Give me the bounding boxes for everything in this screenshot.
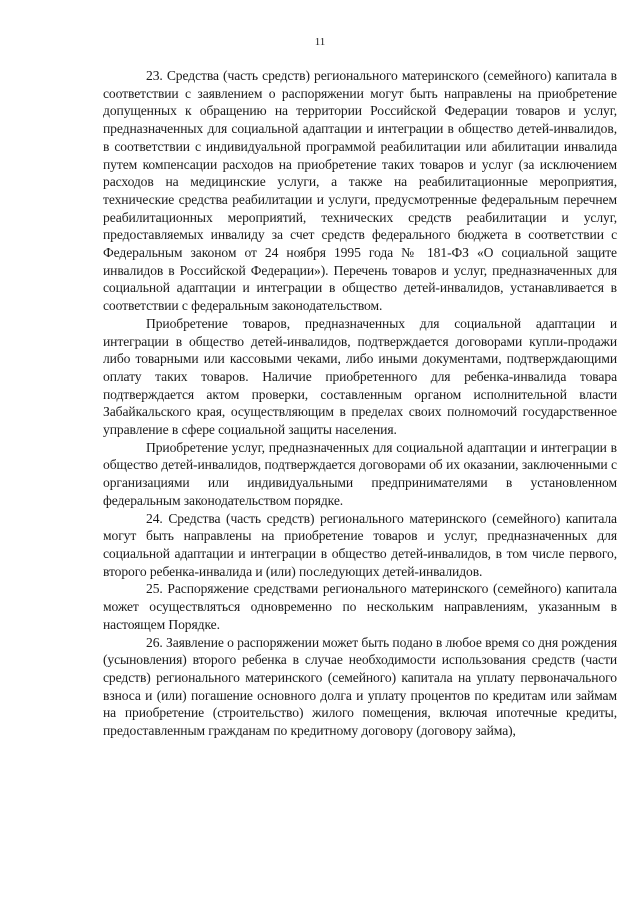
paragraph-24: 24. Средства (часть средств) регионального материнского (семейного) капитала могут быть направлены на приобретение товаров и услуг, предназначенных для социальной адаптации и интеграции в общество детей-инвалидов, в том числе первого, второго ребенка-инвалида и (или) последующих детей-инвалидов. bbox=[103, 510, 617, 579]
paragraph-25: 25. Распоряжение средствами регионального материнского (семейного) капитала может осуществляться одновременно по нескольким направлениям, указанным в настоящем Порядке. bbox=[103, 581, 617, 632]
page-number: 11 bbox=[314, 36, 326, 48]
paragraph-services-confirmation: Приобретение услуг, предназначенных для социальной адаптации и интеграции в общество детей-инвалидов, подтверждается договорами об их оказании, заключенными с организациями или индивидуальными предпринимателями в установленном федеральным законодательством порядке. bbox=[103, 439, 617, 508]
body-text bbox=[103, 67, 617, 740]
paragraph-23: 23. Средства (часть средств) регионального материнского (семейного) капитала в соответствии с заявлением о распоряжении могут быть направлены на приобретение допущенных к обращению на территории Российской Федерации товаров и услуг, предназначенных для социальной адаптации и интеграции в общество детей-инвалидов, в соответствии с индивидуальной программой реабилитации или абилитации инвалида путем компенсации расходов на приобретение таких товаров и услуг (за исключением расходов на медицинские услуги, а также на реабилитационные мероприятия, технические средства реабилитации и услуги, предусмотренные федеральным перечнем реабилитационных мероприятий, технических средств реабилитации и услуг, предоставляемых инвалиду за счет средств федерального бюджета в соответствии с Федеральным законом от 24 ноября 1995 года № 181-ФЗ «О социальной защите инвалидов в Российской Федерации»). Перечень товаров и услуг, предназначенных для социальной адаптации и интеграции в общество детей-инвалидов, устанавливается в соответствии с федеральным законодательством. bbox=[103, 68, 617, 314]
paragraph-goods-confirmation: Приобретение товаров, предназначенных для социальной адаптации и интеграции в общество детей-инвалидов, подтверждается договорами купли-продажи либо товарными или кассовыми чеками, либо иными документами, подтверждающими оплату таких товаров. Наличие приобретенного для ребенка-инвалида товара подтверждается актом проверки, составленным органом исполнительной власти Забайкальского края, осуществляющим в пределах своих полномочий государственное управление в сфере социальной защиты населения. bbox=[103, 315, 617, 438]
paragraph-26: 26. Заявление о распоряжении может быть подано в любое время со дня рождения (усыновления) второго ребенка в случае необходимости использования средств (части средств) регионального материнского (семейного) капитала на уплату первоначального взноса и (или) погашение основного долга и уплату процентов по кредитам или займам на приобретение (строительство) жилого помещения, включая ипотечные кредиты, предоставленным гражданам по кредитному договору (договору займа), bbox=[103, 634, 617, 739]
